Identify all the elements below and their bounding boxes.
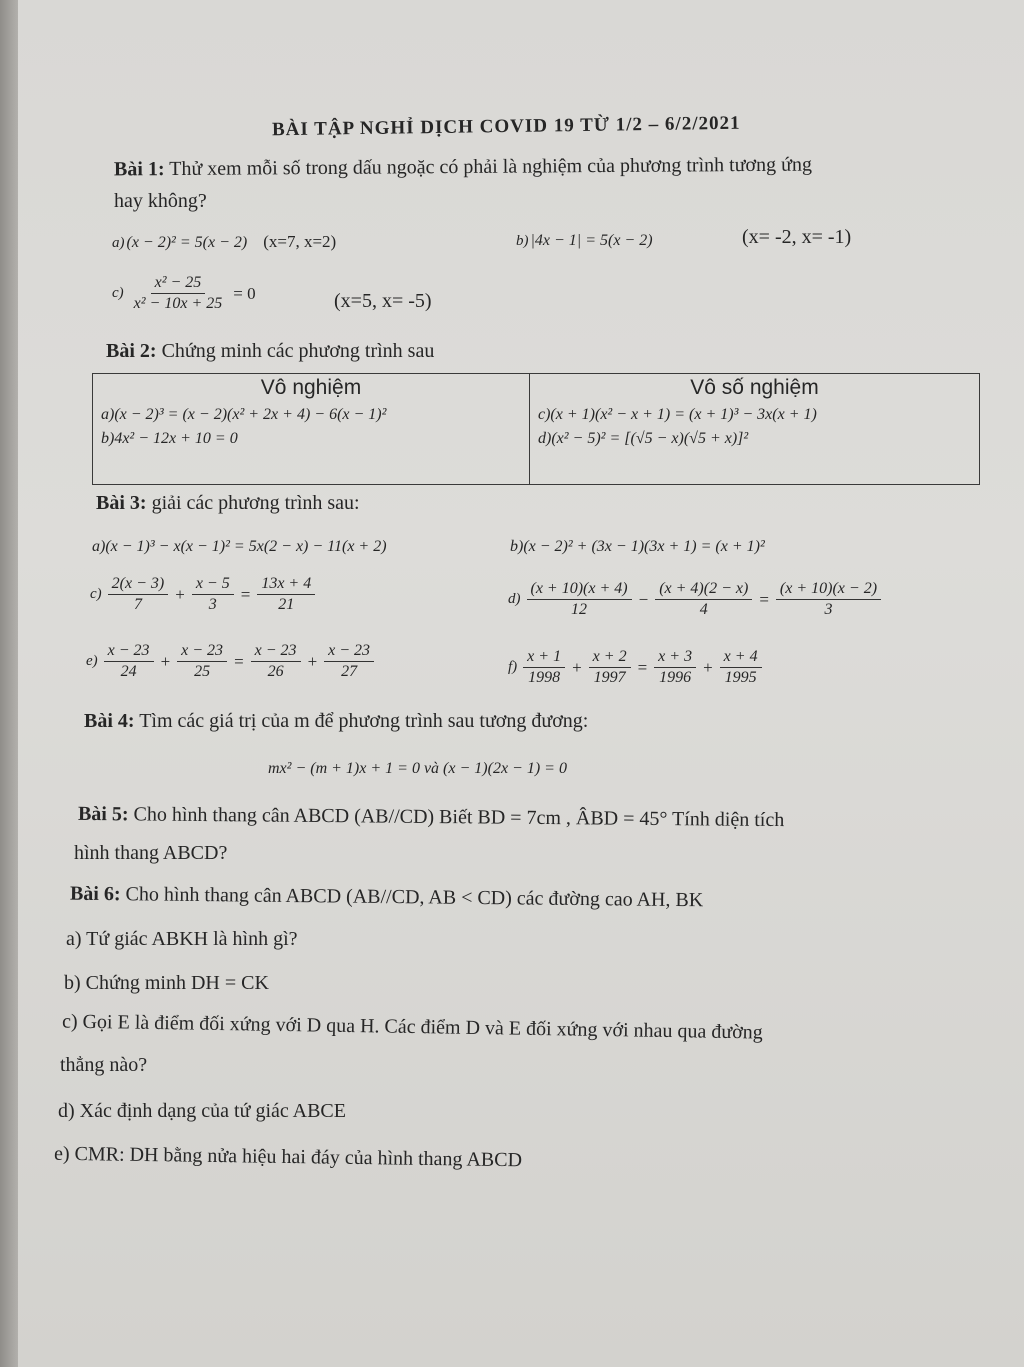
fraction-numerator: (x + 4)(2 − x) — [655, 580, 752, 600]
fraction-numerator: x − 23 — [177, 642, 227, 662]
bai3-c — [90, 575, 315, 614]
fraction-denominator: 4 — [699, 601, 708, 618]
bai6-e: e) CMR: DH bằng nửa hiệu hai đáy của hình thang ABCD — [53, 1142, 523, 1172]
bai3-f-fraction-4 — [720, 648, 762, 687]
fraction-numerator: x + 2 — [589, 648, 631, 668]
bai3-f-fraction-1 — [523, 648, 565, 687]
bai4-question — [84, 710, 588, 733]
bai1-b-equation: |4x − 1| = 5(x − 2) — [530, 232, 653, 249]
bai2-text: Chứng minh các phương trình sau — [161, 340, 435, 362]
bai3-e-fraction-3 — [251, 642, 301, 681]
bai3-d-label: d) — [508, 591, 521, 607]
bai3-question — [96, 492, 360, 515]
bai3-f-fraction-2 — [589, 648, 631, 687]
fraction-denominator: 3 — [824, 601, 833, 618]
bai1-a — [112, 232, 336, 252]
operator: = — [234, 651, 244, 671]
bai6-text: Cho hình thang cân ABCD (AB//CD, AB < CD) các đường cao AH, BK — [125, 883, 704, 912]
operator: + — [160, 651, 171, 671]
bai3-label: Bài 3: — [96, 492, 147, 514]
bai2-header-infinite-solutions: Vô số nghiệm — [690, 376, 819, 399]
fraction-denominator: 1995 — [724, 669, 757, 686]
bai3-c-fraction-2 — [192, 575, 234, 614]
fraction-numerator: x² − 25 — [151, 274, 206, 294]
bai3-e-fraction-1 — [104, 642, 154, 681]
bai6-c-line2: thẳng nào? — [60, 1054, 148, 1076]
bai6-label: Bài 6: — [69, 882, 121, 906]
fraction-numerator: x + 1 — [523, 648, 565, 668]
fraction-numerator: x − 23 — [104, 642, 154, 662]
operator: + — [703, 657, 713, 677]
bai2-a: a)(x − 2)³ = (x − 2)(x² + 2x + 4) − 6(x − 1)² — [101, 406, 387, 423]
bai6-b: b) Chứng minh DH = CK — [64, 972, 269, 994]
fraction-numerator: x + 4 — [720, 648, 762, 668]
fraction-denominator: 24 — [120, 663, 137, 680]
fraction-denominator: 21 — [278, 596, 295, 613]
bai2-d: d)(x² − 5)² = [(√5 − x)(√5 + x)]² — [538, 430, 749, 447]
bai2-header-no-solution: Vô nghiệm — [260, 376, 362, 399]
bai3-a: a)(x − 1)³ − x(x − 1)² = 5x(2 − x) − 11(x + 2) — [92, 538, 387, 555]
bai3-b: b)(x − 2)² + (3x − 1)(3x + 1) = (x + 1)² — [510, 538, 765, 555]
bai3-d — [508, 580, 881, 619]
bai1-text: Thử xem mỗi số trong dấu ngoặc có phải là nghiệm của phương trình tương ứng — [169, 153, 813, 181]
operator: = — [759, 589, 769, 609]
fraction-numerator: x − 23 — [251, 642, 301, 662]
fraction-numerator: x − 5 — [192, 575, 234, 595]
fraction-denominator: x² − 10x + 25 — [133, 295, 223, 312]
bai3-e-label: e) — [86, 653, 98, 669]
bai3-c-fraction-3 — [257, 575, 315, 614]
bai1-c — [112, 274, 259, 313]
bai3-text: giải các phương trình sau: — [151, 492, 360, 514]
operator: + — [307, 651, 318, 671]
bai1-c-rhs: = 0 — [233, 283, 256, 303]
bai3-e-fraction-2 — [177, 642, 227, 681]
bai5-text: Cho hình thang cân ABCD (AB//CD) Biết BD = 7cm , ÂBD = 45° Tính diện tích — [133, 803, 785, 832]
fraction-denominator: 27 — [341, 663, 358, 680]
bai6-a: a) Tứ giác ABKH là hình gì? — [66, 928, 298, 950]
operator: + — [175, 584, 185, 604]
bai4-equation: mx² − (m + 1)x + 1 = 0 và (x − 1)(2x − 1) = 0 — [268, 760, 567, 777]
operator: − — [638, 589, 649, 609]
bai1-c-label: c) — [112, 285, 124, 301]
bai1-a-label: a) — [112, 234, 125, 251]
bai2-b: b)4x² − 12x + 10 = 0 — [101, 430, 238, 447]
fraction-numerator: (x + 10)(x − 2) — [776, 580, 881, 600]
bai4-text: Tìm các giá trị của m để phương trình sau tương đương: — [139, 710, 589, 732]
fraction-denominator: 12 — [571, 601, 588, 618]
bai3-e — [86, 642, 374, 681]
operator: = — [240, 584, 251, 604]
bai1-a-equation: (x − 2)² = 5(x − 2) — [126, 234, 248, 251]
bai4-label: Bài 4: — [84, 710, 135, 732]
bai3-c-fraction-1 — [108, 575, 169, 614]
bai3-d-fraction-2 — [655, 580, 752, 619]
fraction-numerator: (x + 10)(x + 4) — [527, 580, 632, 600]
fraction-denominator: 1997 — [593, 669, 626, 686]
bai1-c-fraction — [130, 274, 227, 313]
bai5-label: Bài 5: — [77, 802, 129, 826]
bai2-col-infinite-solutions — [530, 374, 980, 485]
fraction-denominator: 1998 — [528, 669, 561, 686]
bai2-c: c)(x + 1)(x² − x + 1) = (x + 1)³ − 3x(x + 1) — [538, 406, 817, 423]
fraction-denominator: 26 — [267, 663, 284, 680]
bai1-b-label: b) — [516, 232, 529, 249]
operator: + — [572, 657, 582, 677]
bai3-d-fraction-3 — [776, 580, 881, 619]
bai1-question — [114, 154, 812, 182]
fraction-numerator: x − 23 — [324, 642, 374, 662]
fraction-numerator: 13x + 4 — [257, 575, 315, 595]
bai1-label: Bài 1: — [113, 158, 165, 181]
bai3-f-fraction-3 — [654, 648, 696, 687]
bai1-c-values: (x=5, x= -5) — [334, 290, 432, 312]
bai2-col-no-solution — [93, 374, 530, 485]
bai3-f-label: f) — [508, 659, 518, 675]
fraction-denominator: 1996 — [659, 669, 692, 686]
fraction-denominator: 3 — [208, 596, 217, 613]
bai3-f — [508, 648, 762, 687]
bai6-d: d) Xác định dạng của tứ giác ABCE — [58, 1100, 346, 1122]
bai3-e-fraction-4 — [324, 642, 374, 681]
fraction-numerator: x + 3 — [654, 648, 696, 668]
page-title: BÀI TẬP NGHỈ DỊCH COVID 19 TỪ 1/2 – 6/2/2021 — [271, 112, 741, 141]
fraction-denominator: 7 — [133, 596, 142, 613]
bai5-text-line2: hình thang ABCD? — [74, 842, 228, 864]
bai6-c: c) Gọi E là điểm đối xứng với D qua H. Các điểm D và E đối xứng với nhau qua đường — [61, 1010, 763, 1044]
bai2-table — [92, 373, 980, 485]
bai1-b — [516, 232, 653, 250]
bai2-question — [106, 340, 434, 363]
bai2-label: Bài 2: — [106, 340, 157, 362]
bai3-c-label: c) — [90, 586, 102, 602]
fraction-denominator: 25 — [194, 663, 211, 680]
fraction-numerator: 2(x − 3) — [108, 575, 169, 595]
operator: = — [637, 657, 648, 677]
bai3-d-fraction-1 — [527, 580, 632, 619]
bai1-text-line2: hay không? — [114, 190, 207, 212]
bai1-a-values: (x=7, x=2) — [263, 232, 337, 251]
bai1-b-values: (x= -2, x= -1) — [742, 226, 852, 248]
